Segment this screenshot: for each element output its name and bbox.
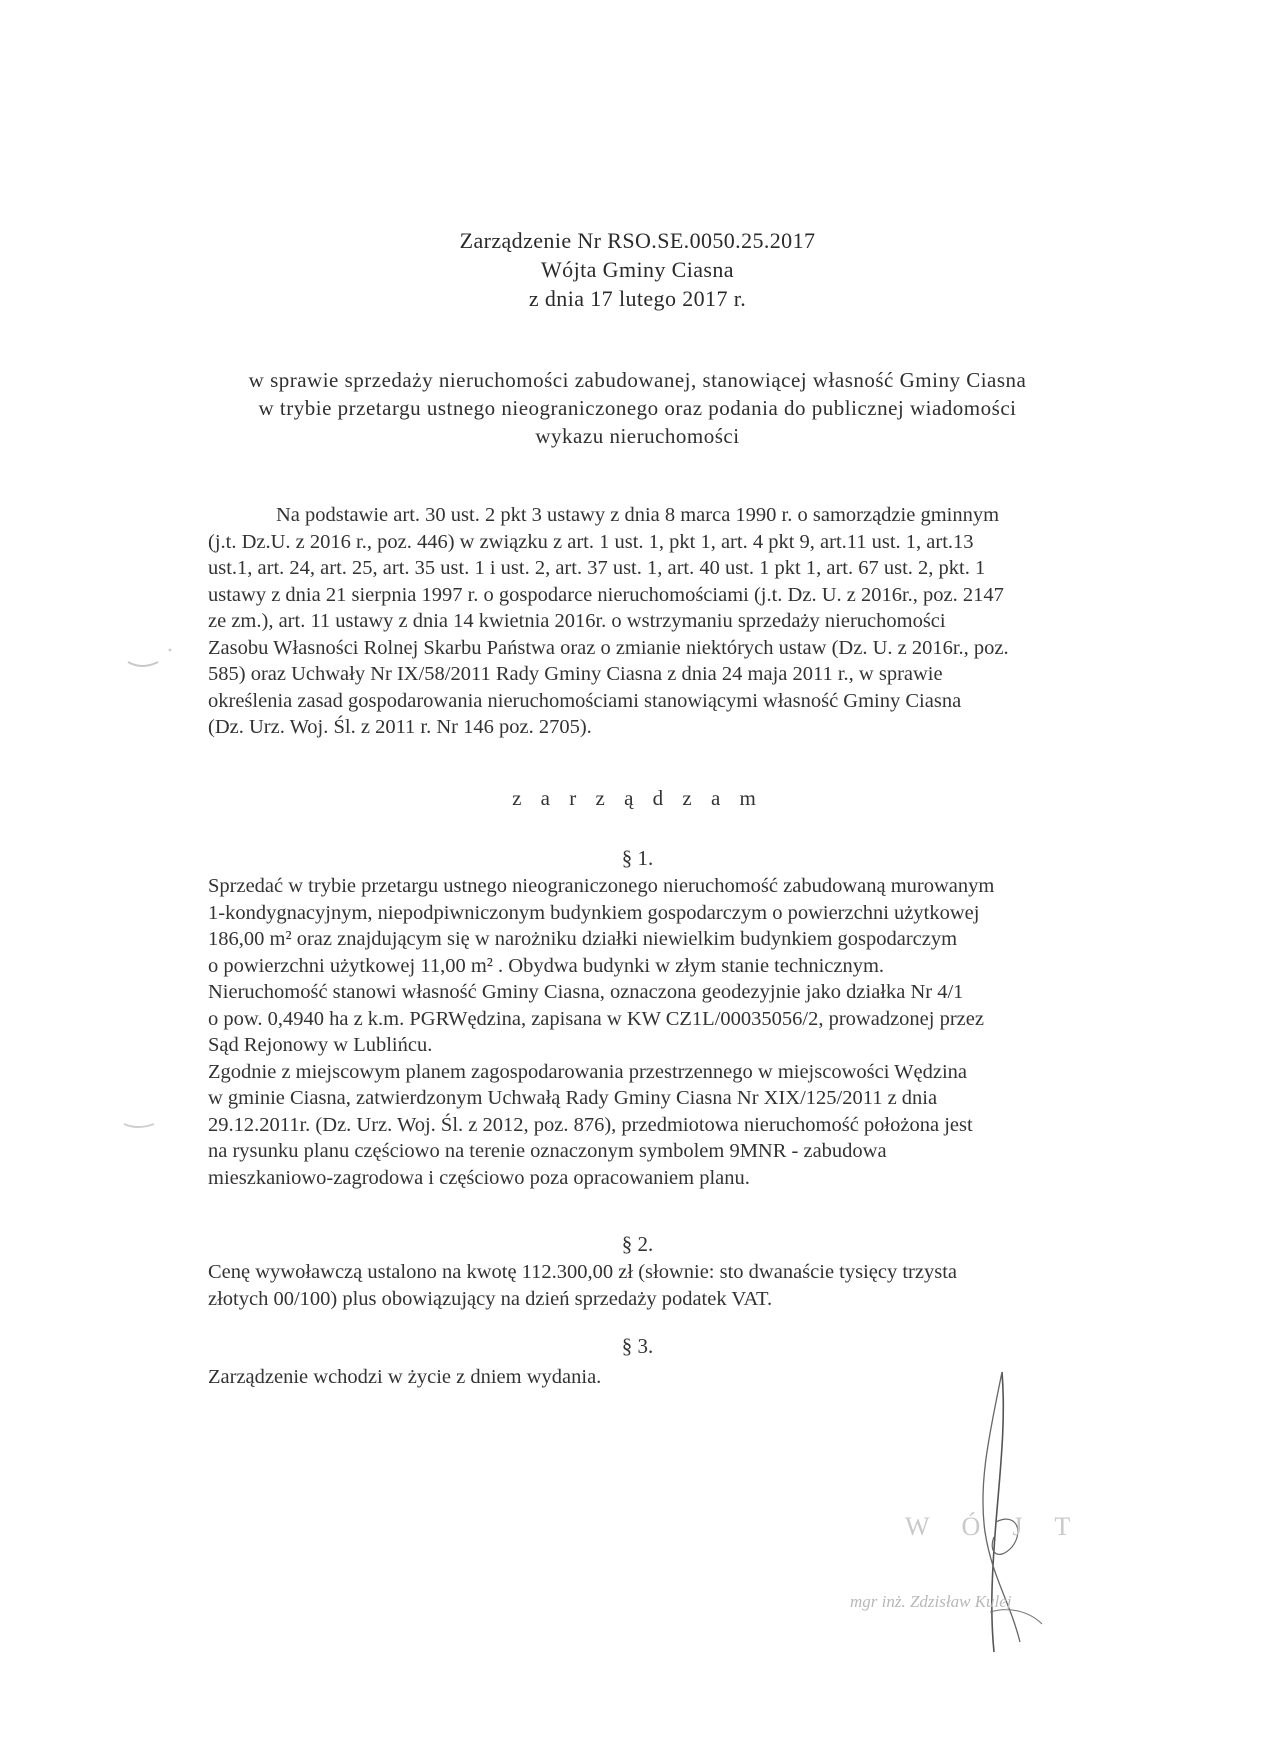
punch-hole-mark xyxy=(120,640,180,680)
legal-basis-line: ze zm.), art. 11 ustawy z dnia 14 kwietnia 2016r. o wstrzymaniu sprzedaży nieruchomości xyxy=(208,610,946,632)
punch-hole-mark xyxy=(118,1110,168,1140)
legal-basis xyxy=(208,502,1122,741)
issue-date: z dnia 17 lutego 2017 r. xyxy=(528,286,747,311)
subject-line: wykazu nieruchomości xyxy=(535,424,740,448)
stamp-title: WÓJT xyxy=(905,1512,1103,1541)
section-2-line: złotych 00/100) plus obowiązujący na dzień sprzedaży podatek VAT. xyxy=(208,1287,773,1310)
section-1-line: w gminie Ciasna, zatwierdzonym Uchwałą Rady Gminy Ciasna Nr XIX/125/2011 z dnia xyxy=(208,1087,938,1109)
issuer: Wójta Gminy Ciasna xyxy=(541,257,734,282)
decree-number: Zarządzenie Nr RSO.SE.0050.25.2017 xyxy=(459,228,816,253)
section-1-heading: § 1. xyxy=(621,846,654,870)
legal-basis-line: (Dz. Urz. Woj. Śl. z 2011 r. Nr 146 poz. 2705). xyxy=(208,716,592,738)
section-1-line: Nieruchomość stanowi własność Gminy Ciasna, oznaczona geodezyjnie jako działka Nr 4/1 xyxy=(208,981,964,1003)
legal-basis-line: 585) oraz Uchwały Nr IX/58/2011 Rady Gminy Ciasna z dnia 24 maja 2011 r., w sprawie xyxy=(208,663,943,685)
section-3-heading: § 3. xyxy=(621,1334,654,1358)
section-1-line: Sąd Rejonowy w Lublińcu. xyxy=(208,1034,433,1056)
legal-basis-line: Zasobu Własności Rolnej Skarbu Państwa oraz o zmianie niektórych ustaw (Dz. U. z 2016r., poz. xyxy=(208,636,1009,659)
legal-basis-line: ustawy z dnia 21 sierpnia 1997 r. o gospodarce nieruchomościami (j.t. Dz. U. z 2016r., poz. 2147 xyxy=(208,583,1004,606)
section-2-text xyxy=(208,1259,1126,1312)
decree-word: z a r z ą d z a m xyxy=(512,786,763,810)
section-2-heading: § 2. xyxy=(621,1232,654,1256)
section-1-line: Sprzedać w trybie przetargu ustnego nieograniczonego nieruchomość zabudowaną murowanym xyxy=(208,875,995,897)
section-1-line: 186,00 m² oraz znajdującym się w narożniku działki niewielkim budynkiem gospodarczym xyxy=(208,928,958,950)
section-1-line: o powierzchni użytkowej 11,00 m² . Obydwa budynki w złym stanie technicznym. xyxy=(208,954,885,977)
legal-basis-line: określenia zasad gospodarowania nieruchomościami stanowiącymi własność Gminy Ciasna xyxy=(208,689,962,712)
legal-basis-line: Na podstawie art. 30 ust. 2 pkt 3 ustawy z dnia 8 marca 1990 r. o samorządzie gminnym xyxy=(276,504,1000,526)
subject-line: w sprawie sprzedaży nieruchomości zabudowanej, stanowiącej własność Gminy Ciasna xyxy=(248,368,1027,392)
stamp-name: mgr inż. Zdzisław Kulej xyxy=(850,1592,1012,1611)
section-3-line: Zarządzenie wchodzi w życie z dniem wydania. xyxy=(208,1366,602,1388)
section-1-text xyxy=(208,873,1126,1191)
section-1-line: 1-kondygnacyjnym, niepodpiwniczonym budynkiem gospodarczym o powierzchni użytkowej xyxy=(208,901,980,924)
subject-line: w trybie przetargu ustnego nieograniczonego oraz podania do publicznej wiadomości xyxy=(258,396,1017,420)
document-header xyxy=(0,226,1275,313)
legal-basis-line: ust.1, art. 24, art. 25, art. 35 ust. 1 i ust. 2, art. 37 ust. 1, art. 40 ust. 1 pkt 1, art. 67 ust. 2, pkt. 1 xyxy=(208,557,986,579)
legal-basis-line: (j.t. Dz.U. z 2016 r., poz. 446) w związku z art. 1 ust. 1, pkt 1, art. 4 pkt 9, art.11 ust. 1, art.13 xyxy=(208,530,974,553)
section-1-line: 29.12.2011r. (Dz. Urz. Woj. Śl. z 2012, poz. 876), przedmiotowa nieruchomość położona jest xyxy=(208,1113,973,1136)
section-2-line: Cenę wywoławczą ustalono na kwotę 112.300,00 zł (słownie: sto dwanaście tysięcy trzysta xyxy=(208,1261,958,1283)
document-subject xyxy=(0,366,1275,450)
section-1-line: mieszkaniowo-zagrodowa i częściowo poza opracowaniem planu. xyxy=(208,1166,750,1189)
section-1-line: o pow. 0,4940 ha z k.m. PGRWędzina, zapisana w KW CZ1L/00035056/2, prowadzonej przez xyxy=(208,1007,984,1030)
section-1-line: Zgodnie z miejscowym planem zagospodarowania przestrzennego w miejscowości Wędzina xyxy=(208,1060,968,1083)
section-1-line: na rysunku planu częściowo na terenie oznaczonym symbolem 9MNR - zabudowa xyxy=(208,1140,887,1162)
